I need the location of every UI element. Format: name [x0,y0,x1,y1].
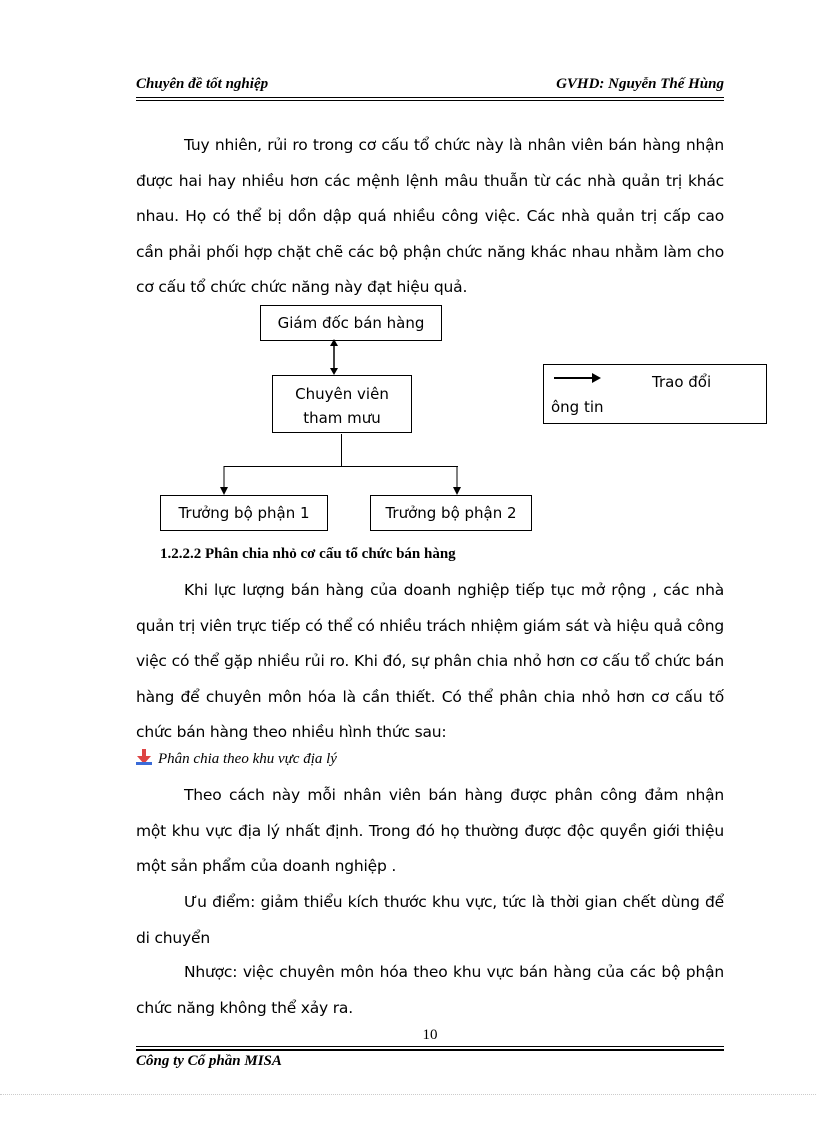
bullet-title: Phân chia theo khu vực địa lý [158,751,337,767]
footer-company: Công ty Cổ phần MISA [136,1053,282,1069]
advisor-line-1: Chuyên viên [295,385,389,403]
bullet-title-row [136,749,337,768]
box-sales-director: Giám đốc bán hàng [260,305,442,341]
arrow-down-left-icon [218,466,232,496]
connector-vertical [341,434,342,466]
box-advisor [272,375,412,433]
header-right: GVHD: Nguyễn Thế Hùng [556,76,724,92]
bullet-arrow-icon [136,749,152,765]
legend-arrow-icon [554,372,602,384]
box-dept-head-1: Trưởng bộ phận 1 [160,495,328,531]
connector-horizontal [224,466,458,467]
legend-label-2: ông tin [551,398,604,416]
box-dept-head-2: Trưởng bộ phận 2 [370,495,532,531]
bullet-paragraph-1: Theo cách này mỗi nhân viên bán hàng được phân công đảm nhận một khu vực địa lý nhất định. Trong đó họ thường được độc quyền giới thiệu một sản phẩm của doanh nghiệp . [136,786,724,875]
legend-label-1: Trao đổi [652,373,712,391]
legend-box [543,364,767,424]
footer-rule [136,1049,724,1051]
section-paragraph: Khi lực lượng bán hàng của doanh nghiệp tiếp tục mở rộng , các nhà quản trị viên trực tiếp có thể có nhiều trách nhiệm giám sát và hiệu quả công việc có thể gặp nhiều rủi ro. Khi đó, sự phân chia nhỏ hơn cơ cấu tổ chức bán hàng để chuyên môn hóa là cần thiết. Có thể phân chia nhỏ hơn cơ cấu tố chức bán hàng theo nhiều hình thức sau: [136,581,724,741]
header-left: Chuyên đề tốt nghiệp [136,76,269,92]
page-bottom-divider [0,1094,816,1095]
bullet-paragraph-2: Ưu điểm: giảm thiểu kích thước khu vực, tức là thời gian chết dùng để di chuyển [136,893,724,947]
bullet-paragraph-3: Nhược: việc chuyên môn hóa theo khu vực bán hàng của các bộ phận chức năng không thể xảy ra. [136,963,724,1017]
header-rule-thin [136,100,724,101]
footer-rule-thin [136,1046,724,1047]
arrow-down-right-icon [451,466,465,496]
header-rule [136,97,724,98]
page-number: 10 [422,1027,438,1043]
advisor-line-2: tham mưu [303,409,381,427]
double-arrow-icon [324,339,344,375]
intro-paragraph: Tuy nhiên, rủi ro trong cơ cấu tổ chức này là nhân viên bán hàng nhận được hai hay nhiều hơn các mệnh lệnh mâu thuẫn từ các nhà quản trị khác nhau. Họ có thể bị dồn dập quá nhiều công việc. Các nhà quản trị cấp cao cần phải phối hợp chặt chẽ các bộ phận chức năng khác nhau nhằm làm cho cơ cấu tổ chức chức năng này đạt hiệu quả. [136,136,724,296]
section-heading: 1.2.2.2 Phân chia nhỏ cơ cấu tổ chức bán hàng [160,546,456,562]
